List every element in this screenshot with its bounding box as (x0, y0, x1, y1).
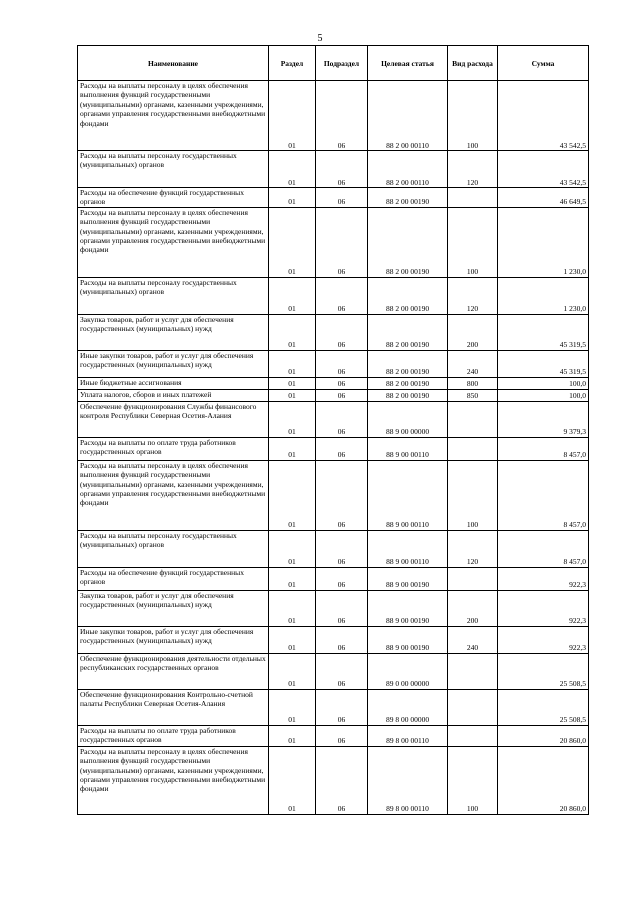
table-row (78, 314, 589, 350)
cell-section: 01 (269, 151, 316, 188)
cell-target: 89 8 00 00110 (368, 746, 448, 814)
cell-target: 89 8 00 00000 (368, 689, 448, 725)
cell-sum: 20 860,0 (498, 725, 589, 746)
cell-target: 88 2 00 00190 (368, 188, 448, 208)
cell-sum: 45 319,5 (498, 350, 589, 377)
cell-subsection: 06 (316, 590, 368, 626)
cell-target: 88 9 00 00110 (368, 530, 448, 567)
cell-sum: 100,0 (498, 377, 589, 389)
cell-expense-type: 240 (448, 626, 498, 653)
cell-target: 88 9 00 00110 (368, 460, 448, 530)
header-sum: Сумма (498, 46, 589, 81)
cell-expense-type: 100 (448, 207, 498, 277)
header-subsection: Подраздел (316, 46, 368, 81)
cell-expense-type: 200 (448, 314, 498, 350)
cell-expense-type (448, 567, 498, 590)
cell-target: 89 8 00 00110 (368, 725, 448, 746)
cell-name: Закупка товаров, работ и услуг для обеспечения государственных (муниципальных) нужд (78, 314, 269, 350)
cell-name: Расходы на выплаты персоналу в целях обеспечения выполнения функций государственными (муниципальными) органами, казенными учреждениями, органами управления государственными внебюджетными фондами (78, 460, 269, 530)
cell-subsection: 06 (316, 401, 368, 437)
cell-name: Иные бюджетные ассигнования (78, 377, 269, 389)
cell-name: Иные закупки товаров, работ и услуг для обеспечения государственных (муниципальных) нужд (78, 626, 269, 653)
budget-table (77, 45, 589, 815)
cell-sum: 8 457,0 (498, 530, 589, 567)
cell-subsection: 06 (316, 277, 368, 314)
cell-name: Расходы на обеспечение функций государственных органов (78, 567, 269, 590)
cell-section: 01 (269, 389, 316, 401)
cell-target: 88 2 00 00190 (368, 389, 448, 401)
cell-target: 88 2 00 00190 (368, 277, 448, 314)
cell-section: 01 (269, 207, 316, 277)
table-row (78, 725, 589, 746)
table-row (78, 389, 589, 401)
page-number: 5 (317, 33, 323, 44)
cell-sum: 25 508,5 (498, 689, 589, 725)
table-row (78, 567, 589, 590)
cell-subsection: 06 (316, 530, 368, 567)
table-row (78, 590, 589, 626)
cell-section: 01 (269, 377, 316, 389)
cell-sum: 922,3 (498, 626, 589, 653)
cell-subsection: 06 (316, 437, 368, 460)
cell-subsection: 06 (316, 567, 368, 590)
cell-target: 88 9 00 00110 (368, 437, 448, 460)
cell-sum: 1 230,0 (498, 277, 589, 314)
table-header (78, 46, 589, 81)
cell-sum: 100,0 (498, 389, 589, 401)
cell-section: 01 (269, 460, 316, 530)
cell-expense-type: 120 (448, 530, 498, 567)
table-row (78, 151, 589, 188)
cell-expense-type (448, 689, 498, 725)
cell-target: 88 2 00 00110 (368, 81, 448, 151)
cell-target: 88 9 00 00190 (368, 567, 448, 590)
cell-section: 01 (269, 81, 316, 151)
cell-sum: 8 457,0 (498, 437, 589, 460)
cell-target: 88 2 00 00110 (368, 151, 448, 188)
cell-name: Уплата налогов, сборов и иных платежей (78, 389, 269, 401)
cell-subsection: 06 (316, 188, 368, 208)
cell-name: Расходы на выплаты персоналу государственных (муниципальных) органов (78, 151, 269, 188)
cell-name: Обеспечение функционирования Службы финансового контроля Республики Северная Осетия-Алания (78, 401, 269, 437)
cell-section: 01 (269, 653, 316, 689)
cell-expense-type: 800 (448, 377, 498, 389)
table-row (78, 188, 589, 208)
cell-subsection: 06 (316, 314, 368, 350)
cell-sum: 46 649,5 (498, 188, 589, 208)
cell-expense-type (448, 437, 498, 460)
cell-subsection: 06 (316, 689, 368, 725)
cell-sum: 43 542,5 (498, 81, 589, 151)
cell-name: Расходы на выплаты персоналу в целях обеспечения выполнения функций государственными (муниципальными) органами, казенными учреждениями, органами управления государственными внебюджетными фондами (78, 207, 269, 277)
cell-target: 88 9 00 00190 (368, 590, 448, 626)
table-row (78, 81, 589, 151)
cell-sum: 922,3 (498, 590, 589, 626)
table-body (78, 81, 589, 815)
cell-expense-type: 100 (448, 81, 498, 151)
cell-subsection: 06 (316, 151, 368, 188)
cell-section: 01 (269, 188, 316, 208)
cell-name: Расходы на выплаты персоналу в целях обеспечения выполнения функций государственными (муниципальными) органами, казенными учреждениями, органами управления государственными внебюджетными фондами (78, 81, 269, 151)
cell-expense-type (448, 401, 498, 437)
cell-subsection: 06 (316, 460, 368, 530)
cell-target: 88 2 00 00190 (368, 314, 448, 350)
cell-section: 01 (269, 437, 316, 460)
cell-section: 01 (269, 314, 316, 350)
cell-sum: 1 230,0 (498, 207, 589, 277)
cell-name: Иные закупки товаров, работ и услуг для обеспечения государственных (муниципальных) нужд (78, 350, 269, 377)
cell-section: 01 (269, 590, 316, 626)
header-row (78, 46, 589, 81)
cell-subsection: 06 (316, 626, 368, 653)
cell-sum: 43 542,5 (498, 151, 589, 188)
cell-name: Обеспечение функционирования Контрольно-счетной палаты Республики Северная Осетия-Алания (78, 689, 269, 725)
header-section: Раздел (269, 46, 316, 81)
table-row (78, 530, 589, 567)
cell-expense-type: 100 (448, 460, 498, 530)
table-row (78, 437, 589, 460)
cell-subsection: 06 (316, 725, 368, 746)
cell-expense-type: 120 (448, 277, 498, 314)
header-expense-type: Вид расхода (448, 46, 498, 81)
cell-section: 01 (269, 746, 316, 814)
cell-name: Расходы на выплаты персоналу в целях обеспечения выполнения функций государственными (муниципальными) органами, казенными учреждениями, органами управления государственными внебюджетными фондами (78, 746, 269, 814)
table-row (78, 746, 589, 814)
cell-target: 88 2 00 00190 (368, 207, 448, 277)
cell-section: 01 (269, 725, 316, 746)
table-row (78, 626, 589, 653)
cell-section: 01 (269, 401, 316, 437)
cell-name: Обеспечение функционирования деятельности отдельных республиканских государственных органов (78, 653, 269, 689)
table-row (78, 653, 589, 689)
cell-subsection: 06 (316, 389, 368, 401)
cell-expense-type: 850 (448, 389, 498, 401)
cell-target: 88 9 00 00190 (368, 626, 448, 653)
cell-target: 88 2 00 00190 (368, 377, 448, 389)
cell-expense-type: 200 (448, 590, 498, 626)
cell-sum: 25 508,5 (498, 653, 589, 689)
table-row (78, 207, 589, 277)
cell-subsection: 06 (316, 653, 368, 689)
cell-target: 88 2 00 00190 (368, 350, 448, 377)
cell-target: 88 9 00 00000 (368, 401, 448, 437)
cell-name: Расходы на обеспечение функций государственных органов (78, 188, 269, 208)
table-row (78, 377, 589, 389)
table-row (78, 689, 589, 725)
cell-target: 89 0 00 00000 (368, 653, 448, 689)
cell-section: 01 (269, 567, 316, 590)
cell-subsection: 06 (316, 207, 368, 277)
cell-section: 01 (269, 277, 316, 314)
cell-section: 01 (269, 530, 316, 567)
cell-name: Расходы на выплаты по оплате труда работников государственных органов (78, 725, 269, 746)
cell-sum: 45 319,5 (498, 314, 589, 350)
table-row (78, 350, 589, 377)
table-row (78, 401, 589, 437)
cell-sum: 20 860,0 (498, 746, 589, 814)
cell-expense-type (448, 188, 498, 208)
cell-expense-type: 100 (448, 746, 498, 814)
header-target: Целевая статья (368, 46, 448, 81)
cell-section: 01 (269, 350, 316, 377)
cell-section: 01 (269, 689, 316, 725)
cell-name: Расходы на выплаты по оплате труда работников государственных органов (78, 437, 269, 460)
cell-expense-type (448, 653, 498, 689)
table-row (78, 277, 589, 314)
cell-expense-type: 120 (448, 151, 498, 188)
cell-name: Закупка товаров, работ и услуг для обеспечения государственных (муниципальных) нужд (78, 590, 269, 626)
cell-expense-type (448, 725, 498, 746)
cell-subsection: 06 (316, 350, 368, 377)
cell-name: Расходы на выплаты персоналу государственных (муниципальных) органов (78, 530, 269, 567)
cell-sum: 9 379,3 (498, 401, 589, 437)
cell-subsection: 06 (316, 81, 368, 151)
cell-subsection: 06 (316, 746, 368, 814)
cell-subsection: 06 (316, 377, 368, 389)
cell-name: Расходы на выплаты персоналу государственных (муниципальных) органов (78, 277, 269, 314)
cell-expense-type: 240 (448, 350, 498, 377)
cell-sum: 8 457,0 (498, 460, 589, 530)
cell-section: 01 (269, 626, 316, 653)
table-row (78, 460, 589, 530)
header-name: Наименование (78, 46, 269, 81)
cell-sum: 922,3 (498, 567, 589, 590)
